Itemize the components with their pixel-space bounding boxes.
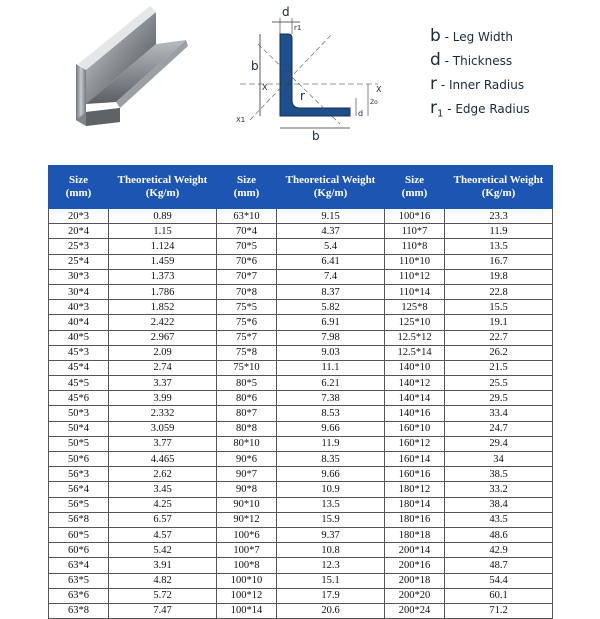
legend-subscript: 1	[437, 108, 444, 120]
table-body	[49, 209, 553, 619]
cell-weight: 15.1	[277, 573, 385, 588]
cell-weight: 4.465	[109, 452, 217, 467]
cell-weight: 38.5	[445, 467, 553, 482]
cell-size: 110*12	[385, 269, 445, 284]
cell-weight: 23.3	[445, 209, 553, 224]
cell-size: 63*8	[49, 603, 109, 618]
cell-size: 70*5	[217, 239, 277, 254]
header-line1: Size	[69, 174, 88, 186]
cell-size: 45*6	[49, 391, 109, 406]
cell-weight: 8.35	[277, 452, 385, 467]
label-r-inner: r	[300, 89, 305, 103]
cell-weight: 8.37	[277, 284, 385, 299]
legend-text: - Leg Width	[444, 30, 513, 44]
cell-weight: 38.4	[445, 497, 553, 512]
cell-weight: 20.6	[277, 603, 385, 618]
cell-size: 75*6	[217, 315, 277, 330]
legend-text: - Inner Radius	[440, 78, 525, 92]
cell-size: 160*10	[385, 421, 445, 436]
table-row	[49, 588, 553, 603]
weight-table-container	[48, 165, 552, 619]
legend-text: - Edge Radius	[447, 102, 530, 116]
cell-size: 100*8	[217, 558, 277, 573]
cell-weight: 2.967	[109, 330, 217, 345]
legend-symbol: b	[430, 26, 441, 46]
cell-size: 50*3	[49, 406, 109, 421]
legend-symbol: r	[430, 98, 437, 118]
cell-size: 70*7	[217, 269, 277, 284]
cell-size: 140*16	[385, 406, 445, 421]
table-row	[49, 406, 553, 421]
cell-size: 70*4	[217, 224, 277, 239]
cell-weight: 1.15	[109, 224, 217, 239]
table-row	[49, 497, 553, 512]
cell-weight: 11.9	[445, 224, 553, 239]
angle-cross-section-diagram	[228, 4, 408, 144]
cell-size: 70*6	[217, 254, 277, 269]
table-row	[49, 421, 553, 436]
cell-size: 56*3	[49, 467, 109, 482]
header-line1: Size	[237, 174, 256, 186]
cell-weight: 42.9	[445, 543, 553, 558]
cell-size: 110*8	[385, 239, 445, 254]
cell-weight: 54.4	[445, 573, 553, 588]
cell-weight: 5.4	[277, 239, 385, 254]
label-x-left: X	[262, 83, 268, 92]
cell-size: 70*8	[217, 284, 277, 299]
cell-size: 75*10	[217, 360, 277, 375]
header-line2: (mm)	[65, 187, 92, 199]
table-header-row	[49, 166, 553, 209]
cell-weight: 19.8	[445, 269, 553, 284]
header-line1: Size	[405, 174, 424, 186]
cell-weight: 60.1	[445, 588, 553, 603]
cell-weight: 1.786	[109, 284, 217, 299]
cell-weight: 21.5	[445, 360, 553, 375]
header-size	[217, 166, 277, 209]
cell-size: 60*6	[49, 543, 109, 558]
cell-weight: 24.7	[445, 421, 553, 436]
legend-text: - Thickness	[444, 54, 513, 68]
cell-size: 63*4	[49, 558, 109, 573]
cell-size: 180*18	[385, 527, 445, 542]
table-row	[49, 543, 553, 558]
cell-weight: 71.2	[445, 603, 553, 618]
legend-item-leg-width	[430, 24, 530, 48]
label-d-top: d	[282, 5, 290, 19]
cell-weight: 13.5	[445, 239, 553, 254]
label-x1-left: X1	[236, 116, 246, 124]
cell-weight: 17.9	[277, 588, 385, 603]
cell-size: 40*4	[49, 315, 109, 330]
header-illustration	[0, 0, 600, 162]
cell-weight: 9.66	[277, 421, 385, 436]
cell-size: 50*6	[49, 452, 109, 467]
cell-weight: 1.459	[109, 254, 217, 269]
cell-weight: 22.7	[445, 330, 553, 345]
table-row	[49, 360, 553, 375]
cell-size: 200*20	[385, 588, 445, 603]
cell-weight: 1.373	[109, 269, 217, 284]
cell-size: 30*4	[49, 284, 109, 299]
cell-weight: 15.5	[445, 300, 553, 315]
table-row	[49, 467, 553, 482]
cell-size: 80*6	[217, 391, 277, 406]
table-header	[49, 166, 553, 209]
cell-weight: 29.5	[445, 391, 553, 406]
legend-symbol: r	[430, 74, 437, 94]
table-row	[49, 482, 553, 497]
table-row	[49, 300, 553, 315]
cell-size: 180*12	[385, 482, 445, 497]
cell-size: 90*12	[217, 512, 277, 527]
table-row	[49, 573, 553, 588]
theoretical-weight-table	[48, 165, 553, 619]
cell-weight: 5.82	[277, 300, 385, 315]
legend-item-thickness	[430, 48, 530, 72]
cell-size: 40*5	[49, 330, 109, 345]
cell-weight: 10.8	[277, 543, 385, 558]
cell-size: 160*16	[385, 467, 445, 482]
cell-size: 25*4	[49, 254, 109, 269]
cell-weight: 7.38	[277, 391, 385, 406]
cell-size: 60*5	[49, 527, 109, 542]
cell-weight: 6.41	[277, 254, 385, 269]
cell-size: 180*14	[385, 497, 445, 512]
cell-weight: 1.852	[109, 300, 217, 315]
cell-weight: 2.332	[109, 406, 217, 421]
cell-weight: 4.82	[109, 573, 217, 588]
cell-weight: 2.09	[109, 345, 217, 360]
cell-size: 90*6	[217, 452, 277, 467]
cell-weight: 7.98	[277, 330, 385, 345]
cell-size: 200*16	[385, 558, 445, 573]
cell-weight: 7.47	[109, 603, 217, 618]
cell-weight: 22.8	[445, 284, 553, 299]
cell-size: 80*8	[217, 421, 277, 436]
cell-size: 110*14	[385, 284, 445, 299]
cell-size: 90*10	[217, 497, 277, 512]
cell-size: 25*3	[49, 239, 109, 254]
cell-weight: 29.4	[445, 436, 553, 451]
table-row	[49, 209, 553, 224]
cell-weight: 1.124	[109, 239, 217, 254]
cell-size: 20*3	[49, 209, 109, 224]
cell-size: 100*12	[217, 588, 277, 603]
cell-size: 200*24	[385, 603, 445, 618]
cell-size: 80*5	[217, 376, 277, 391]
cell-weight: 3.99	[109, 391, 217, 406]
cell-size: 45*4	[49, 360, 109, 375]
cell-weight: 6.57	[109, 512, 217, 527]
header-size	[49, 166, 109, 209]
cell-weight: 16.7	[445, 254, 553, 269]
cell-size: 56*5	[49, 497, 109, 512]
cell-weight: 19.1	[445, 315, 553, 330]
label-b-side: b	[251, 59, 259, 73]
table-row	[49, 558, 553, 573]
cell-size: 100*7	[217, 543, 277, 558]
header-line1: Theoretical Weight	[117, 174, 208, 186]
cell-weight: 6.91	[277, 315, 385, 330]
cell-weight: 5.42	[109, 543, 217, 558]
cell-weight: 4.57	[109, 527, 217, 542]
cell-size: 100*16	[385, 209, 445, 224]
cell-size: 40*3	[49, 300, 109, 315]
cell-weight: 8.53	[277, 406, 385, 421]
cell-weight: 5.72	[109, 588, 217, 603]
cell-size: 75*8	[217, 345, 277, 360]
label-d-right: d	[358, 109, 364, 118]
cell-size: 75*5	[217, 300, 277, 315]
cell-weight: 3.77	[109, 436, 217, 451]
cell-size: 200*18	[385, 573, 445, 588]
cell-weight: 2.422	[109, 315, 217, 330]
cell-weight: 9.03	[277, 345, 385, 360]
cell-weight: 2.74	[109, 360, 217, 375]
cell-size: 140*14	[385, 391, 445, 406]
cell-size: 100*10	[217, 573, 277, 588]
cell-weight: 2.62	[109, 467, 217, 482]
header-line2: (Kg/m)	[313, 187, 348, 199]
cell-weight: 12.3	[277, 558, 385, 573]
cell-weight: 6.21	[277, 376, 385, 391]
legend-item-inner-radius	[430, 72, 530, 96]
cell-size: 100*6	[217, 527, 277, 542]
header-line1: Theoretical Weight	[285, 174, 376, 186]
label-b-bottom: b	[312, 129, 320, 143]
table-row	[49, 239, 553, 254]
label-x-right: X	[376, 85, 382, 94]
cell-size: 125*8	[385, 300, 445, 315]
cell-size: 50*4	[49, 421, 109, 436]
cell-size: 80*7	[217, 406, 277, 421]
cell-size: 200*14	[385, 543, 445, 558]
cell-weight: 48.7	[445, 558, 553, 573]
header-line2: (Kg/m)	[145, 187, 180, 199]
cell-size: 30*3	[49, 269, 109, 284]
header-size	[385, 166, 445, 209]
legend-symbol: d	[430, 50, 441, 70]
cell-size: 56*8	[49, 512, 109, 527]
table-row	[49, 254, 553, 269]
cell-size: 100*14	[217, 603, 277, 618]
header-line2: (mm)	[233, 187, 260, 199]
table-row	[49, 512, 553, 527]
cell-weight: 11.1	[277, 360, 385, 375]
cell-size: 180*16	[385, 512, 445, 527]
table-row	[49, 315, 553, 330]
table-row	[49, 527, 553, 542]
cell-size: 90*7	[217, 467, 277, 482]
table-row	[49, 284, 553, 299]
steel-angle-photo	[58, 4, 203, 136]
cell-weight: 3.37	[109, 376, 217, 391]
cell-size: 50*5	[49, 436, 109, 451]
cell-weight: 3.91	[109, 558, 217, 573]
cell-size: 12.5*14	[385, 345, 445, 360]
legend-item-edge-radius	[430, 96, 530, 120]
cell-weight: 3.059	[109, 421, 217, 436]
cell-size: 12.5*12	[385, 330, 445, 345]
table-row	[49, 345, 553, 360]
table-row	[49, 391, 553, 406]
header-line2: (mm)	[401, 187, 428, 199]
cell-size: 63*10	[217, 209, 277, 224]
cell-size: 140*10	[385, 360, 445, 375]
label-zo: Zo	[370, 99, 378, 106]
cell-size: 63*5	[49, 573, 109, 588]
cell-weight: 15.9	[277, 512, 385, 527]
cell-size: 80*10	[217, 436, 277, 451]
label-r1-top: r1	[294, 24, 302, 32]
cell-size: 45*5	[49, 376, 109, 391]
table-row	[49, 603, 553, 618]
cell-weight: 25.5	[445, 376, 553, 391]
header-line2: (Kg/m)	[481, 187, 516, 199]
cell-size: 45*3	[49, 345, 109, 360]
cell-size: 56*4	[49, 482, 109, 497]
cell-size: 160*12	[385, 436, 445, 451]
cell-size: 125*10	[385, 315, 445, 330]
cell-size: 160*14	[385, 452, 445, 467]
cell-weight: 9.15	[277, 209, 385, 224]
table-row	[49, 452, 553, 467]
table-row	[49, 330, 553, 345]
cell-weight: 26.2	[445, 345, 553, 360]
cell-size: 140*12	[385, 376, 445, 391]
cell-weight: 33.2	[445, 482, 553, 497]
header-theoretical-weight	[109, 166, 217, 209]
cell-weight: 9.37	[277, 527, 385, 542]
table-row	[49, 436, 553, 451]
cell-weight: 48.6	[445, 527, 553, 542]
cell-size: 20*4	[49, 224, 109, 239]
cell-weight: 33.4	[445, 406, 553, 421]
header-theoretical-weight	[277, 166, 385, 209]
table-row	[49, 376, 553, 391]
cell-weight: 7.4	[277, 269, 385, 284]
cell-weight: 3.45	[109, 482, 217, 497]
header-line1: Theoretical Weight	[453, 174, 544, 186]
cell-weight: 11.9	[277, 436, 385, 451]
cell-size: 75*7	[217, 330, 277, 345]
header-theoretical-weight	[445, 166, 553, 209]
cell-weight: 9.66	[277, 467, 385, 482]
cell-size: 110*10	[385, 254, 445, 269]
cell-size: 63*6	[49, 588, 109, 603]
legend	[430, 24, 530, 120]
cell-weight: 0.89	[109, 209, 217, 224]
cell-weight: 10.9	[277, 482, 385, 497]
cell-size: 90*8	[217, 482, 277, 497]
cell-weight: 13.5	[277, 497, 385, 512]
cell-weight: 4.25	[109, 497, 217, 512]
table-row	[49, 224, 553, 239]
cell-weight: 34	[445, 452, 553, 467]
table-row	[49, 269, 553, 284]
cell-weight: 43.5	[445, 512, 553, 527]
cell-size: 110*7	[385, 224, 445, 239]
cell-weight: 4.37	[277, 224, 385, 239]
